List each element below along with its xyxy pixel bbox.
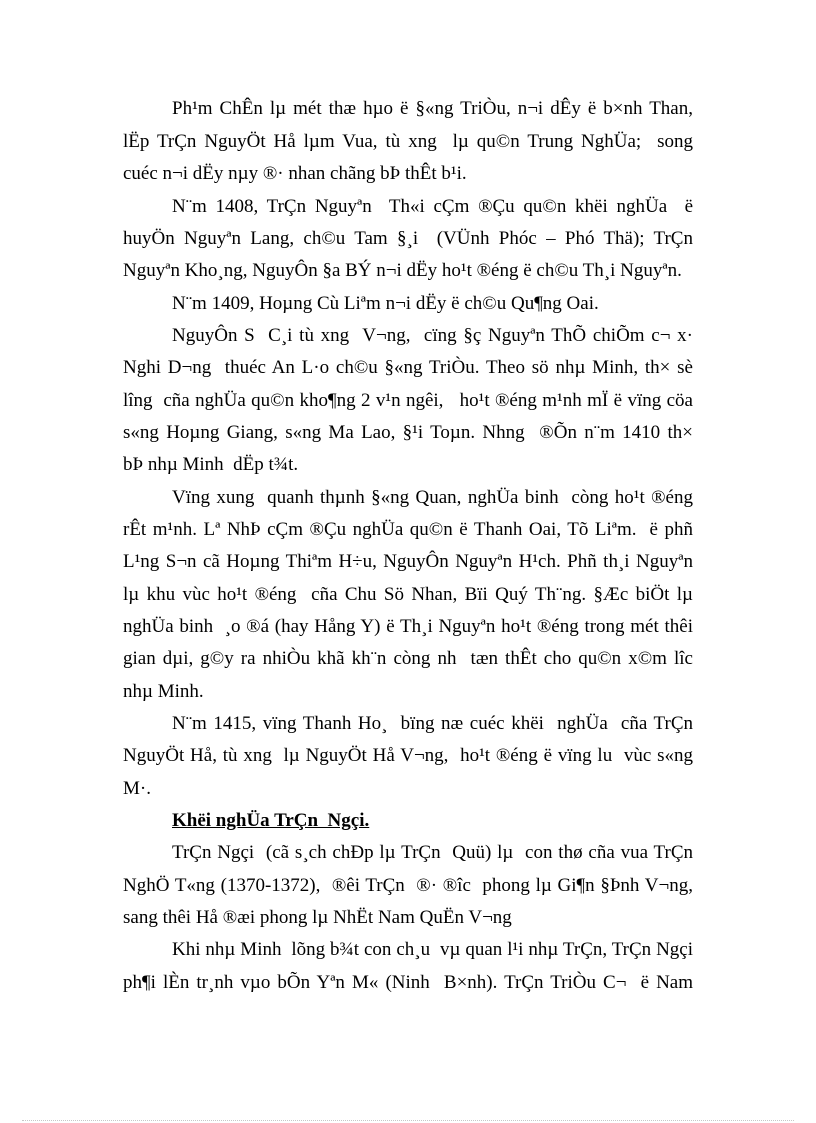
text-line: s«ng Hoµng Giang, s«ng Ma Lao, §¹i Toµn. Nhng ®Õn n¨m 1410 th× [123,422,693,443]
text-line: Khi nhµ Minh lõng b¾t con ch¸u vµ quan l¹i nhµ TrÇn, TrÇn Ngçi [172,939,693,960]
text-line: rÊt m¹nh. Lª NhÞ cÇm ®Çu nghÜa qu©n ë Thanh Oai, Tõ Liªm. ë phñ [123,519,693,540]
text-line: nghÜa binh ¸o ®á (hay Hång Y) ë Th¸i Nguyªn ho¹t ®éng trong mét thêi [123,616,693,637]
text-line: Vïng xung quanh thµnh §«ng Quan, nghÜa binh còng ho¹t ®éng [172,487,693,508]
text-line: M·. [123,778,151,799]
section-heading: Khëi nghÜa TrÇn Ngçi. [172,810,370,831]
page-bottom-rule [22,1120,794,1121]
text-line: N¨m 1415, vïng Thanh Ho¸ bïng næ cuéc khëi nghÜa cña TrÇn [172,713,693,734]
text-line: cuéc n¬i dËy nµy ®· nhan chãng bÞ thÊt b¹i. [123,163,467,184]
text-line: gian dµi, g©y ra nhiÒu khã kh¨n còng nh tæn thÊt cho qu©n x©m lîc [123,648,693,669]
text-line: lµ khu vùc ho¹t ®éng cña Chu Sö Nhan, Bïi Quý Th¨ng. §Æc biÖt lµ [123,584,693,605]
text-line: NguyÖt Hå, tù xng lµ NguyÖt Hå V¬ng, ho¹t ®éng ë vïng lu vùc s«ng [123,745,693,766]
text-line: huyÖn Nguyªn Lang, ch©u Tam §¸i (VÜnh Phóc – Phó Thä); TrÇn [123,228,693,249]
text-line: L¹ng S¬n cã Hoµng Thiªm H÷u, NguyÔn Nguyªn H¹ch. Phñ th¸i Nguyªn [123,551,693,572]
text-line: ph¶i lÈn tr¸nh vµo bÕn Yªn M« (Ninh B×nh). TrÇn TriÒu C¬ ë Nam [123,972,693,993]
text-line: Ph¹m ChÊn lµ mét thæ hµo ë §«ng TriÒu, n¬i dÊy ë b×nh Than, [172,98,693,119]
text-line: NghÖ T«ng (1370-1372), ®êi TrÇn ®· ®îc phong lµ Gi¶n §Þnh V¬ng, [123,875,693,896]
text-line: nhµ Minh. [123,681,204,702]
text-line: lîng cña nghÜa qu©n kho¶ng 2 v¹n ngêi, ho¹t ®éng m¹nh mÏ ë vïng cöa [123,390,693,411]
text-line: Nghi D¬ng thuéc An L·o ch©u §«ng TriÒu. Theo sö nhµ Minh, th× sè [123,357,693,378]
text-line: N¨m 1409, Hoµng Cù Liªm n¬i dËy ë ch©u Qu¶ng Oai. [172,293,599,314]
text-line: TrÇn Ngçi (cã s¸ch chÐp lµ TrÇn Quü) lµ con thø cña vua TrÇn [172,842,693,863]
text-line: bÞ nhµ Minh dËp t¾t. [123,454,299,475]
text-line: Nguyªn Kho¸ng, NguyÔn §a BÝ n¬i dËy ho¹t ®éng ë ch©u Th¸i Nguyªn. [123,260,682,281]
text-line: NguyÔn S C¸i tù xng V¬ng, cïng §ç Nguyªn ThÕ chiÕm c¬ x· [172,325,693,346]
text-line: sang thêi Hå ®æi phong lµ NhËt Nam QuËn V¬ng [123,907,512,928]
text-line: N¨m 1408, TrÇn Nguyªn Th«i cÇm ®Çu qu©n khëi nghÜa ë [172,196,693,217]
text-line: lËp TrÇn NguyÖt Hå lµm Vua, tù xng lµ qu©n Trung NghÜa; song [123,131,693,152]
